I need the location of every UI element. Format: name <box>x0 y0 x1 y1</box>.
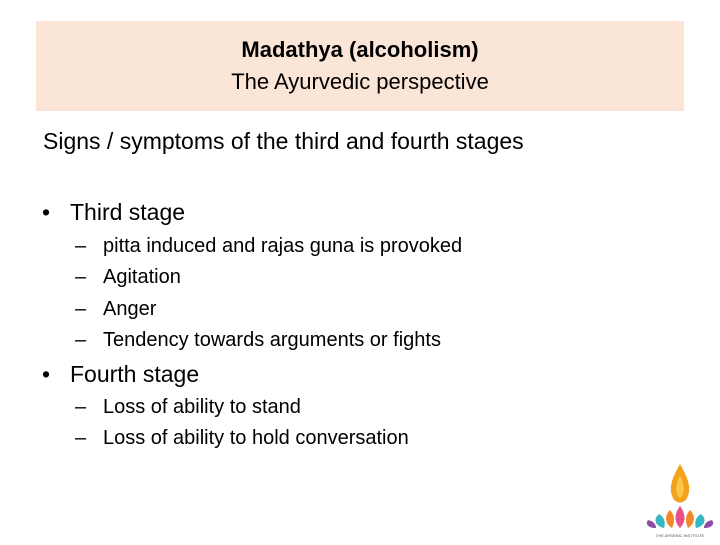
sub-bullet <box>75 427 409 450</box>
bullet-dot: • <box>42 361 51 387</box>
sub-bullet-text: Loss of ability to stand <box>103 396 301 418</box>
section-heading: Signs / symptoms of the third and fourth stages <box>43 128 524 154</box>
slide-subtitle: The Ayurvedic perspective <box>231 69 489 94</box>
sub-bullet-text: Anger <box>103 298 157 320</box>
bullet-label: Fourth stage <box>70 361 200 387</box>
dash: – <box>75 298 87 320</box>
logo-caption: THE ARSENIC INSTITUTE <box>655 533 705 538</box>
sub-bullet <box>75 298 156 321</box>
slide-title: Madathya (alcoholism) <box>241 37 479 62</box>
dash: – <box>75 427 87 449</box>
bullet-label: Third stage <box>70 199 186 225</box>
bullet-third-stage <box>42 199 185 226</box>
dash: – <box>75 329 87 351</box>
sub-bullet <box>75 235 462 258</box>
dash: – <box>75 235 87 257</box>
sub-bullet <box>75 329 441 352</box>
lamp-flame-lotus-icon <box>640 462 720 540</box>
sub-bullet-text: Loss of ability to hold conversation <box>103 427 409 449</box>
bullet-fourth-stage <box>42 361 199 388</box>
bullet-dot: • <box>42 199 51 225</box>
sub-bullet <box>75 396 301 419</box>
sub-bullet-text: Agitation <box>103 266 181 288</box>
sub-bullet-text: pitta induced and rajas guna is provoked <box>103 235 463 257</box>
dash: – <box>75 396 87 418</box>
dash: – <box>75 266 87 288</box>
sub-bullet-text: Tendency towards arguments or fights <box>103 329 441 351</box>
sub-bullet <box>75 266 181 289</box>
